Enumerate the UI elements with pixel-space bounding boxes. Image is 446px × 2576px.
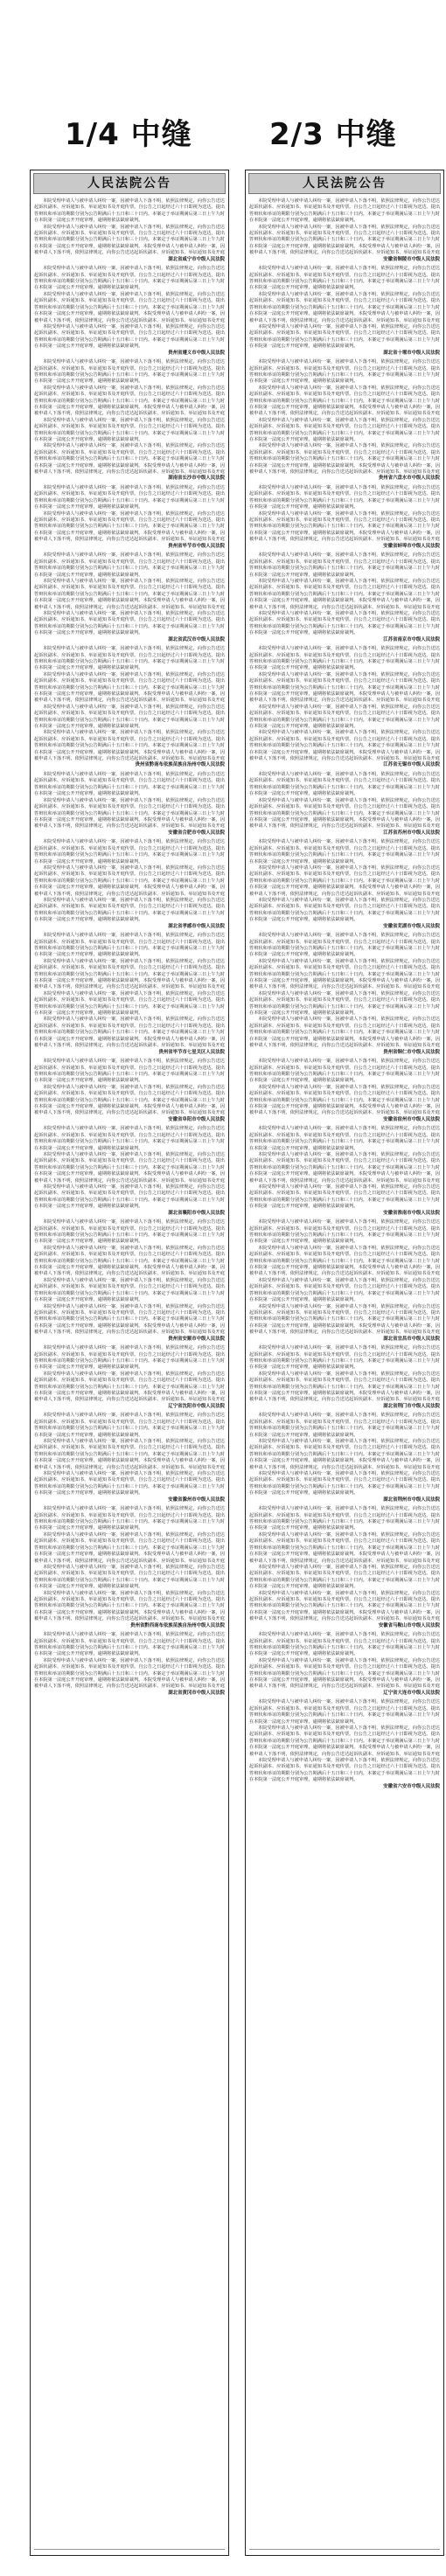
notice-paragraph: 本院受理申请人与被申请人纠纷一案，因被申请人下落不明，依照法律规定，向你公告送达起诉状副本、应诉通知书、举证通知书及开庭传票。自公告之日起经过六十日即视为送达。提出答辩状和举证的期限分别为公告期满后十五日和三十日内。本案定于举证期满后第三日上午九时在本院第一法庭公开开庭审理，逾期将依法缺席裁判。 [249,266,440,291]
notice-paragraph: 本院受理申请人与被申请人纠纷一案，因被申请人下落不明，依照法律规定，向你公告送达起诉状副本、应诉通知书、举证通知书及开庭传票。自公告之日起经过六十日即视为送达。提出答辩状和举证的期限分别为公告期满后十五日和三十日内。本案定于举证期满后第三日上午九时在本院第一法庭公开开庭审理，逾期将依法缺席裁判。 [34,198,225,224]
notice-paragraph: 本院受理申请人与被申请人纠纷一案，因被申请人下落不明，依照法律规定，向你公告送达起诉状副本、应诉通知书、举证通知书及开庭传票。自公告之日起经过六十日即视为送达。提出答辩状和举证的期限分别为公告期满后十五日和三十日内。本案定于举证期满后第三日上午九时在本院第一法庭公开开庭审理，逾期将依法缺席裁判。 [34,1277,225,1303]
notice-item [34,359,225,483]
notice-paragraph: 本院受理申请人与被申请人纠纷一案，因被申请人下落不明，依照法律规定，向你公告送达起诉状副本、应诉通知书、举证通知书及开庭传票。自公告之日起经过六十日即视为送达。提出答辩状和举证的期限分别为公告期满后十五日和三十日内。本案定于举证期满后第三日上午九时在本院第一法庭公开开庭审理，逾期将依法缺席裁判。本院受理申请人与被申请人纠纷一案，因被申请人下落不明，依照法律规定，向你公告送达起诉状副本、应诉通知书、举证通知书及开庭 [34,1371,225,1403]
notice-paragraph: 本院受理申请人与被申请人纠纷一案，因被申请人下落不明，依照法律规定，向你公告送达起诉状副本、应诉通知书、举证通知书及开庭传票。自公告之日起经过六十日即视为送达。提出答辩状和举证的期限分别为公告期满后十五日和三十日内。本案定于举证期满后第三日上午九时在本院第一法庭公开开庭审理，逾期将依法缺席裁判。本院受理申请人与被申请人纠纷一案，因被申请人下落不明，依照法律规定，向你公告送达起诉状副本、应诉通知书、举证通知书及开庭 [34,443,225,476]
issuing-court: 湖北省武汉市中级人民法院 [168,636,225,642]
issuing-court: 江苏省南京市中级人民法院 [383,636,440,642]
notice-paragraph: 本院受理申请人与被申请人纠纷一案，因被申请人下落不明，依照法律规定，向你公告送达起诉状副本、应诉通知书、举证通知书及开庭传票。自公告之日起经过六十日即视为送达。提出答辩状和举证的期限分别为公告期满后十五日和三十日内。本案定于举证期满后第三日上午九时在本院第一法庭公开开庭审理，逾期将依法缺席裁判。 [249,1413,440,1438]
notice-paragraph: 本院受理申请人与被申请人纠纷一案，因被申请人下落不明，依照法律规定，向你公告送达起诉状副本、应诉通知书、举证通知书及开庭传票。自公告之日起经过六十日即视为送达。提出答辩状和举证的期限分别为公告期满后十五日和三十日内。本案定于举证期满后第三日上午九时在本院第一法庭公开开庭审理，逾期将依法缺席裁判。本院受理申请人与被申请人纠纷一案，因被申请人下落不明，依照法律规定，向你公告送达起诉状副本、应诉通知书、举证通知书及开庭 [249,1017,440,1049]
notice-paragraph: 本院受理申请人与被申请人纠纷一案，因被申请人下落不明，依照法律规定，向你公告送达起诉状副本、应诉通知书、举证通知书及开庭传票。自公告之日起经过六十日即视为送达。提出答辩状和举证的期限分别为公告期满后十五日和三十日内。本案定于举证期满后第三日上午九时在本院第一法庭公开开庭审理，逾期将依法缺席裁判。 [34,704,225,730]
notice-paragraph: 本院受理申请人与被申请人纠纷一案，因被申请人下落不明，依照法律规定，向你公告送达起诉状副本、应诉通知书、举证通知书及开庭传票。自公告之日起经过六十日即视为送达。提出答辩状和举证的期限分别为公告期满后十五日和三十日内。本案定于举证期满后第三日上午九时在本院第一法庭公开开庭审理，逾期将依法缺席裁判。本院受理申请人与被申请人纠纷一案，因被申请人下落不明，依照法律规定，向你公告送达起诉状副本、应诉通知书、举证通知书及开庭 [34,1531,225,1564]
notice-paragraph: 本院受理申请人与被申请人纠纷一案，因被申请人下落不明，依照法律规定，向你公告送达起诉状副本、应诉通知书、举证通知书及开庭传票。自公告之日起经过六十日即视为送达。提出答辩状和举证的期限分别为公告期满后十五日和三十日内。本案定于举证期满后第三日上午九时在本院第一法庭公开开庭审理，逾期将依法缺席裁判。本院受理申请人与被申请人纠纷一案，因被申请人下落不明，依照法律规定，向你公告送达起诉状副本、应诉通知书、举证通知书及开庭 [249,385,440,417]
notice-paragraph: 本院受理申请人与被申请人纠纷一案，因被申请人下落不明，依照法律规定，向你公告送达起诉状副本、应诉通知书、举证通知书及开庭传票。自公告之日起经过六十日即视为送达。提出答辩状和举证的期限分别为公告期满后十五日和三十日内。本案定于举证期满后第三日上午九时在本院第一法庭公开开庭审理，逾期将依法缺席裁判。 [34,1413,225,1438]
left-gutter-label: 1/4 中缝 [65,117,192,152]
notice-paragraph: 本院受理申请人与被申请人纠纷一案，因被申请人下落不明，依照法律规定，向你公告送达起诉状副本、应诉通知书、举证通知书及开庭传票。自公告之日起经过六十日即视为送达。提出答辩状和举证的期限分别为公告期满后十五日和三十日内。本案定于举证期满后第三日上午九时在本院第一法庭公开开庭审理，逾期将依法缺席裁判。 [34,1345,225,1371]
issuing-court: 安徽省六安市中级人民法院 [383,1783,440,1789]
notice-item [249,933,440,1056]
notice-item [249,266,440,357]
issuing-court: 贵州省毕节市中级人民法院 [168,543,225,549]
left-column-banner: 人民法院公告 [33,173,226,194]
issuing-court: 安徽省淮南市中级人民法院 [383,1210,440,1216]
notice-paragraph: 本院受理申请人与被申请人纠纷一案，因被申请人下落不明，依照法律规定，向你公告送达起诉状副本、应诉通知书、举证通知书及开庭传票。自公告之日起经过六十日即视为送达。提出答辩状和举证的期限分别为公告期满后十五日和三十日内。本案定于举证期满后第三日上午九时在本院第一法庭公开开庭审理，逾期将依法缺席裁判。本院受理申请人与被申请人纠纷一案，因被申请人下落不明，依照法律规定，向你公告送达起诉状副本、应诉通知书、举证通知书及开庭 [249,864,440,897]
notice-paragraph: 本院受理申请人与被申请人纠纷一案，因被申请人下落不明，依照法律规定，向你公告送达起诉状副本、应诉通知书、举证通知书及开庭传票。自公告之日起经过六十日即视为送达。提出答辩状和举证的期限分别为公告期满后十五日和三十日内。本案定于举证期满后第三日上午九时在本院第一法庭公开开庭审理，逾期将依法缺席裁判。 [34,552,225,578]
notice-paragraph: 本院受理申请人与被申请人纠纷一案，因被申请人下落不明，依照法律规定，向你公告送达起诉状副本、应诉通知书、举证通知书及开庭传票。自公告之日起经过六十日即视为送达。提出答辩状和举证的期限分别为公告期满后十五日和三十日内。本案定于举证期满后第三日上午九时在本院第一法庭公开开庭审理，逾期将依法缺席裁判。 [34,323,225,350]
notice-paragraph: 本院受理申请人与被申请人纠纷一案，因被申请人下落不明，依照法律规定，向你公告送达起诉状副本、应诉通知书、举证通知书及开庭传票。自公告之日起经过六十日即视为送达。提出答辩状和举证的期限分别为公告期满后十五日和三十日内。本案定于举证期满后第三日上午九时在本院第一法庭公开开庭审理，逾期将依法缺席裁判。本院受理申请人与被申请人纠纷一案，因被申请人下落不明，依照法律规定，向你公告送达起诉状副本、应诉通知书、举证通知书及开庭 [249,224,440,256]
notice-paragraph: 本院受理申请人与被申请人纠纷一案，因被申请人下落不明，依照法律规定，向你公告送达起诉状副本、应诉通知书、举证通知书及开庭传票。自公告之日起经过六十日即视为送达。提出答辩状和举证的期限分别为公告期满后十五日和三十日内。本案定于举证期满后第三日上午九时在本院第一法庭公开开庭审理，逾期将依法缺席裁判。本院受理申请人与被申请人纠纷一案，因被申请人下落不明，依照法律规定，向你公告送达起诉状副本、应诉通知书、举证通知书及开庭 [34,730,225,762]
notice-paragraph: 本院受理申请人与被申请人纠纷一案，因被申请人下落不明，依照法律规定，向你公告送达起诉状副本、应诉通知书、举证通知书及开庭传票。自公告之日起经过六十日即视为送达。提出答辩状和举证的期限分别为公告期满后十五日和三十日内。本案定于举证期满后第三日上午九时在本院第一法庭公开开庭审理，逾期将依法缺席裁判。 [249,1277,440,1303]
notice-paragraph: 本院受理申请人与被申请人纠纷一案，因被申请人下落不明，依照法律规定，向你公告送达起诉状副本、应诉通知书、举证通知书及开庭传票。自公告之日起经过六十日即视为送达。提出答辩状和举证的期限分别为公告期满后十五日和三十日内。本案定于举证期满后第三日上午九时在本院第一法庭公开开庭审理，逾期将依法缺席裁判。 [249,897,440,923]
notice-paragraph: 本院受理申请人与被申请人纠纷一案，因被申请人下落不明，依照法律规定，向你公告送达起诉状副本、应诉通知书、举证通知书及开庭传票。自公告之日起经过六十日即视为送达。提出答辩状和举证的期限分别为公告期满后十五日和三十日内。本案定于举证期满后第三日上午九时在本院第一法庭公开开庭审理，逾期将依法缺席裁判。本院受理申请人与被申请人纠纷一案，因被申请人下落不明，依照法律规定，向你公告送达起诉状副本、应诉通知书、举证通知书及开庭 [249,443,440,476]
notice-paragraph: 本院受理申请人与被申请人纠纷一案，因被申请人下落不明，依照法律规定，向你公告送达起诉状副本、应诉通知书、举证通知书及开庭传票。自公告之日起经过六十日即视为送达。提出答辩状和举证的期限分别为公告期满后十五日和三十日内。本案定于举证期满后第三日上午九时在本院第一法庭公开开庭审理，逾期将依法缺席裁判。本院受理申请人与被申请人纠纷一案，因被申请人下落不明，依照法律规定，向你公告送达起诉状副本、应诉通知书、举证通知书及开庭 [34,510,225,543]
issuing-court: 贵州省铜仁市中级人民法院 [383,1049,440,1055]
notice-paragraph: 本院受理申请人与被申请人纠纷一案，因被申请人下落不明，依照法律规定，向你公告送达起诉状副本、应诉通知书、举证通知书及开庭传票。自公告之日起经过六十日即视为送达。提出答辩状和举证的期限分别为公告期满后十五日和三十日内。本案定于举证期满后第三日上午九时在本院第一法庭公开开庭审理，逾期将依法缺席裁判。本院受理申请人与被申请人纠纷一案，因被申请人下落不明，依照法律规定，向你公告送达起诉状副本、应诉通知书、举证通知书及开庭 [34,291,225,323]
notice-paragraph: 本院受理申请人与被申请人纠纷一案，因被申请人下落不明，依照法律规定，向你公告送达起诉状副本、应诉通知书、举证通知书及开庭传票。自公告之日起经过六十日即视为送达。提出答辩状和举证的期限分别为公告期满后十五日和三十日内。本案定于举证期满后第三日上午九时在本院第一法庭公开开庭审理，逾期将依法缺席裁判。 [249,417,440,442]
notice-item [249,1632,440,1697]
notice-paragraph: 本院受理申请人与被申请人纠纷一案，因被申请人下落不明，依照法律规定，向你公告送达起诉状副本、应诉通知书、举证通知书及开庭传票。自公告之日起经过六十日即视为送达。提出答辩状和举证的期限分别为公告期满后十五日和三十日内。本案定于举证期满后第三日上午九时在本院第一法庭公开开庭审理，逾期将依法缺席裁判。本院受理申请人与被申请人纠纷一案，因被申请人下落不明，依照法律规定，向你公告送达起诉状副本、应诉通知书、举证通知书及开庭 [34,1303,225,1336]
notice-paragraph: 本院受理申请人与被申请人纠纷一案，因被申请人下落不明，依照法律规定，向你公告送达起诉状副本、应诉通知书、举证通知书及开庭传票。自公告之日起经过六十日即视为送达。提出答辩状和举证的期限分别为公告期满后十五日和三十日内。本案定于举证期满后第三日上午九时在本院第一法庭公开开庭审理，逾期将依法缺席裁判。本院受理申请人与被申请人纠纷一案，因被申请人下落不明，依照法律规定，向你公告送达起诉状副本、应诉通知书、举证通知书及开庭 [249,578,440,610]
notice-item [249,485,440,550]
notice-paragraph: 本院受理申请人与被申请人纠纷一案，因被申请人下落不明，依照法律规定，向你公告送达起诉状副本、应诉通知书、举证通知书及开庭传票。自公告之日起经过六十日即视为送达。提出答辩状和举证的期限分别为公告期满后十五日和三十日内。本案定于举证期满后第三日上午九时在本院第一法庭公开开庭审理，逾期将依法缺席裁判。本院受理申请人与被申请人纠纷一案，因被申请人下落不明，依照法律规定，向你公告送达起诉状副本、应诉通知书、举证通知书及开庭 [34,1151,225,1184]
notice-item [249,1126,440,1217]
notice-item [249,198,440,263]
notice-paragraph: 本院受理申请人与被申请人纠纷一案，因被申请人下落不明，依照法律规定，向你公告送达起诉状副本、应诉通知书、举证通知书及开庭传票。自公告之日起经过六十日即视为送达。提出答辩状和举证的期限分别为公告期满后十五日和三十日内。本案定于举证期满后第三日上午九时在本院第一法庭公开开庭审理，逾期将依法缺席裁判。本院受理申请人与被申请人纠纷一案，因被申请人下落不明，依照法律规定，向你公告送达起诉状副本、应诉通知书、举证通知书及开庭 [34,1439,225,1470]
issuing-court: 辽宁省沈阳市中级人民法院 [168,1403,225,1409]
notice-item [34,1126,225,1217]
notice-paragraph: 本院受理申请人与被申请人纠纷一案，因被申请人下落不明，依照法律规定，向你公告送达起诉状副本、应诉通知书、举证通知书及开庭传票。自公告之日起经过六十日即视为送达。提出答辩状和举证的期限分别为公告期满后十五日和三十日内。本案定于举证期满后第三日上午九时在本院第一法庭公开开庭审理，逾期将依法缺席裁判。本院受理申请人与被申请人纠纷一案，因被申请人下落不明，依照法律规定，向你公告送达起诉状副本、应诉通知书、举证通知书及开庭 [249,1657,440,1690]
notice-paragraph: 本院受理申请人与被申请人纠纷一案，因被申请人下落不明，依照法律规定，向你公告送达起诉状副本、应诉通知书、举证通知书及开庭传票。自公告之日起经过六十日即视为送达。提出答辩状和举证的期限分别为公告期满后十五日和三十日内。本案定于举证期满后第三日上午九时在本院第一法庭公开开庭审理，逾期将依法缺席裁判。 [249,1758,440,1783]
notice-paragraph: 本院受理申请人与被申请人纠纷一案，因被申请人下落不明，依照法律规定，向你公告送达起诉状副本、应诉通知书、举证通知书及开庭传票。自公告之日起经过六十日即视为送达。提出答辩状和举证的期限分别为公告期满后十五日和三十日内。本案定于举证期满后第三日上午九时在本院第一法庭公开开庭审理，逾期将依法缺席裁判。 [249,359,440,385]
notice-item [249,1059,440,1123]
notice-item [34,839,225,930]
notice-paragraph: 本院受理申请人与被申请人纠纷一案，因被申请人下落不明，依照法律规定，向你公告送达起诉状副本、应诉通知书、举证通知书及开庭传票。自公告之日起经过六十日即视为送达。提出答辩状和举证的期限分别为公告期满后十五日和三十日内。本案定于举证期满后第三日上午九时在本院第一法庭公开开庭审理，逾期将依法缺席裁判。本院受理申请人与被申请人纠纷一案，因被申请人下落不明，依照法律规定，向你公告送达起诉状副本、应诉通知书、举证通知书及开庭 [249,1531,440,1564]
notice-paragraph: 本院受理申请人与被申请人纠纷一案，因被申请人下落不明，依照法律规定，向你公告送达起诉状副本、应诉通知书、举证通知书及开庭传票。自公告之日起经过六十日即视为送达。提出答辩状和举证的期限分别为公告期满后十五日和三十日内。本案定于举证期满后第三日上午九时在本院第一法庭公开开庭审理，逾期将依法缺席裁判。 [249,1126,440,1151]
notice-paragraph: 本院受理申请人与被申请人纠纷一案，因被申请人下落不明，依照法律规定，向你公告送达起诉状副本、应诉通知书、举证通知书及开庭传票。自公告之日起经过六十日即视为送达。提出答辩状和举证的期限分别为公告期满后十五日和三十日内。本案定于举证期满后第三日上午九时在本院第一法庭公开开庭审理，逾期将依法缺席裁判。 [249,839,440,864]
right-column-banner: 人民法院公告 [248,173,441,194]
notice-paragraph: 本院受理申请人与被申请人纠纷一案，因被申请人下落不明，依照法律规定，向你公告送达起诉状副本、应诉通知书、举证通知书及开庭传票。自公告之日起经过六十日即视为送达。提出答辩状和举证的期限分别为公告期满后十五日和三十日内。本案定于举证期满后第三日上午九时在本院第一法庭公开开庭审理，逾期将依法缺席裁判。本院受理申请人与被申请人纠纷一案，因被申请人下落不明，依照法律规定，向你公告送达起诉状副本、应诉通知书、举证通知书及开庭 [249,1725,440,1757]
issuing-court: 贵州省遵义市中级人民法院 [168,350,225,356]
notice-paragraph: 本院受理申请人与被申请人纠纷一案，因被申请人下落不明，依照法律规定，向你公告送达起诉状副本、应诉通知书、举证通知书及开庭传票。自公告之日起经过六十日即视为送达。提出答辩状和举证的期限分别为公告期满后十五日和三十日内。本案定于举证期满后第三日上午九时在本院第一法庭公开开庭审理，逾期将依法缺席裁判。本院受理申请人与被申请人纠纷一案，因被申请人下落不明，依照法律规定，向你公告送达起诉状副本、应诉通知书、举证通知书及开庭 [34,224,225,256]
notice-paragraph: 本院受理申请人与被申请人纠纷一案，因被申请人下落不明，依照法律规定，向你公告送达起诉状副本、应诉通知书、举证通知书及开庭传票。自公告之日起经过六十日即视为送达。提出答辩状和举证的期限分别为公告期满后十五日和三十日内。本案定于举证期满后第三日上午九时在本院第一法庭公开开庭审理，逾期将依法缺席裁判。 [34,646,225,671]
notice-paragraph: 本院受理申请人与被申请人纠纷一案，因被申请人下落不明，依照法律规定，向你公告送达起诉状副本、应诉通知书、举证通知书及开庭传票。自公告之日起经过六十日即视为送达。提出答辩状和举证的期限分别为公告期满后十五日和三十日内。本案定于举证期满后第三日上午九时在本院第一法庭公开开庭审理，逾期将依法缺席裁判。本院受理申请人与被申请人纠纷一案，因被申请人下落不明，依照法律规定，向你公告送达起诉状副本、应诉通知书、举证通知书及开庭 [249,1371,440,1403]
notice-item [34,266,225,357]
notice-item [34,1632,225,1697]
notice-item [249,772,440,837]
issuing-court: 安徽省合肥市中级人民法院 [168,830,225,836]
notice-item [249,839,440,930]
notice-paragraph: 本院受理申请人与被申请人纠纷一案，因被申请人下落不明，依照法律规定，向你公告送达起诉状副本、应诉通知书、举证通知书及开庭传票。自公告之日起经过六十日即视为送达。提出答辩状和举证的期限分别为公告期满后十五日和三十日内。本案定于举证期满后第三日上午九时在本院第一法庭公开开庭审理，逾期将依法缺席裁判。 [249,323,440,350]
notice-paragraph: 本院受理申请人与被申请人纠纷一案，因被申请人下落不明，依照法律规定，向你公告送达起诉状副本、应诉通知书、举证通知书及开庭传票。自公告之日起经过六十日即视为送达。提出答辩状和举证的期限分别为公告期满后十五日和三十日内。本案定于举证期满后第三日上午九时在本院第一法庭公开开庭审理，逾期将依法缺席裁判。 [34,1059,225,1084]
notice-paragraph: 本院受理申请人与被申请人纠纷一案，因被申请人下落不明，依照法律规定，向你公告送达起诉状副本、应诉通知书、举证通知书及开庭传票。自公告之日起经过六十日即视为送达。提出答辩状和举证的期限分别为公告期满后十五日和三十日内。本案定于举证期满后第三日上午九时在本院第一法庭公开开庭审理，逾期将依法缺席裁判。 [34,1506,225,1531]
notice-item [249,1219,440,1343]
issuing-court: 安徽省阜阳市中级人民法院 [168,1116,225,1122]
notice-paragraph: 本院受理申请人与被申请人纠纷一案，因被申请人下落不明，依照法律规定，向你公告送达起诉状副本、应诉通知书、举证通知书及开庭传票。自公告之日起经过六十日即视为送达。提出答辩状和举证的期限分别为公告期满后十五日和三十日内。本案定于举证期满后第三日上午九时在本院第一法庭公开开庭审理，逾期将依法缺席裁判。 [34,897,225,923]
notice-paragraph: 本院受理申请人与被申请人纠纷一案，因被申请人下落不明，依照法律规定，向你公告送达起诉状副本、应诉通知书、举证通知书及开庭传票。自公告之日起经过六十日即视为送达。提出答辩状和举证的期限分别为公告期满后十五日和三十日内。本案定于举证期满后第三日上午九时在本院第一法庭公开开庭审理，逾期将依法缺席裁判。 [249,1345,440,1371]
issuing-court: 江苏省苏州市中级人民法院 [383,830,440,836]
notice-paragraph: 本院受理申请人与被申请人纠纷一案，因被申请人下落不明，依照法律规定，向你公告送达起诉状副本、应诉通知书、举证通知书及开庭传票。自公告之日起经过六十日即视为送达。提出答辩状和举证的期限分别为公告期满后十五日和三十日内。本案定于举证期满后第三日上午九时在本院第一法庭公开开庭审理，逾期将依法缺席裁判。本院受理申请人与被申请人纠纷一案，因被申请人下落不明，依照法律规定，向你公告送达起诉状副本、应诉通知书、举证通知书及开庭 [249,730,440,762]
issuing-court: 辽宁省大连市中级人民法院 [383,1690,440,1696]
notice-paragraph: 本院受理申请人与被申请人纠纷一案，因被申请人下落不明，依照法律规定，向你公告送达起诉状副本、应诉通知书、举证通知书及开庭传票。自公告之日起经过六十日即视为送达。提出答辩状和举证的期限分别为公告期满后十五日和三十日内。本案定于举证期满后第三日上午九时在本院第一法庭公开开庭审理，逾期将依法缺席裁判。 [249,485,440,510]
notice-paragraph: 本院受理申请人与被申请人纠纷一案，因被申请人下落不明，依照法律规定，向你公告送达起诉状副本、应诉通知书、举证通知书及开庭传票。自公告之日起经过六十日即视为送达。提出答辩状和举证的期限分别为公告期满后十五日和三十日内。本案定于举证期满后第三日上午九时在本院第一法庭公开开庭审理，逾期将依法缺席裁判。本院受理申请人与被申请人纠纷一案，因被申请人下落不明，依照法律规定，向你公告送达起诉状副本、应诉通知书、举证通知书及开庭 [249,1439,440,1470]
notice-paragraph: 本院受理申请人与被申请人纠纷一案，因被申请人下落不明，依照法律规定，向你公告送达起诉状副本、应诉通知书、举证通知书及开庭传票。自公告之日起经过六十日即视为送达。提出答辩状和举证的期限分别为公告期满后十五日和三十日内。本案定于举证期满后第三日上午九时在本院第一法庭公开开庭审理，逾期将依法缺席裁判。 [34,990,225,1017]
issuing-court: 贵州省安顺市中级人民法院 [168,1336,225,1342]
notice-item [34,1506,225,1629]
notice-item [249,646,440,769]
notice-paragraph: 本院受理申请人与被申请人纠纷一案，因被申请人下落不明，依照法律规定，向你公告送达起诉状副本、应诉通知书、举证通知书及开庭传票。自公告之日起经过六十日即视为送达。提出答辩状和举证的期限分别为公告期满后十五日和三十日内。本案定于举证期满后第三日上午九时在本院第一法庭公开开庭审理，逾期将依法缺席裁判。 [34,933,225,958]
notice-paragraph: 本院受理申请人与被申请人纠纷一案，因被申请人下落不明，依照法律规定，向你公告送达起诉状副本、应诉通知书、举证通知书及开庭传票。自公告之日起经过六十日即视为送达。提出答辩状和举证的期限分别为公告期满后十五日和三十日内。本案定于举证期满后第三日上午九时在本院第一法庭公开开庭审理，逾期将依法缺席裁判。 [249,1564,440,1590]
notice-item [249,359,440,483]
notice-paragraph: 本院受理申请人与被申请人纠纷一案，因被申请人下落不明，依照法律规定，向你公告送达起诉状副本、应诉通知书、举证通知书及开庭传票。自公告之日起经过六十日即视为送达。提出答辩状和举证的期限分别为公告期满后十五日和三十日内。本案定于举证期满后第三日上午九时在本院第一法庭公开开庭审理，逾期将依法缺席裁判。 [34,1219,225,1245]
notice-paragraph: 本院受理申请人与被申请人纠纷一案，因被申请人下落不明，依照法律规定，向你公告送达起诉状副本、应诉通知书、举证通知书及开庭传票。自公告之日起经过六十日即视为送达。提出答辩状和举证的期限分别为公告期满后十五日和三十日内。本案定于举证期满后第三日上午九时在本院第一法庭公开开庭审理，逾期将依法缺席裁判。 [249,646,440,671]
notice-paragraph: 本院受理申请人与被申请人纠纷一案，因被申请人下落不明，依照法律规定，向你公告送达起诉状副本、应诉通知书、举证通知书及开庭传票。自公告之日起经过六十日即视为送达。提出答辩状和举证的期限分别为公告期满后十五日和三十日内。本案定于举证期满后第三日上午九时在本院第一法庭公开开庭审理，逾期将依法缺席裁判。本院受理申请人与被申请人纠纷一案，因被申请人下落不明，依照法律规定，向你公告送达起诉状副本、应诉通知书、举证通知书及开庭 [34,385,225,417]
notice-paragraph: 本院受理申请人与被申请人纠纷一案，因被申请人下落不明，依照法律规定，向你公告送达起诉状副本、应诉通知书、举证通知书及开庭传票。自公告之日起经过六十日即视为送达。提出答辩状和举证的期限分别为公告期满后十五日和三十日内。本案定于举证期满后第三日上午九时在本院第一法庭公开开庭审理，逾期将依法缺席裁判。 [34,1632,225,1657]
issuing-court: 安徽省宿州市中级人民法院 [383,1116,440,1122]
notice-paragraph: 本院受理申请人与被申请人纠纷一案，因被申请人下落不明，依照法律规定，向你公告送达起诉状副本、应诉通知书、举证通知书及开庭传票。自公告之日起经过六十日即视为送达。提出答辩状和举证的期限分别为公告期满后十五日和三十日内。本案定于举证期满后第三日上午九时在本院第一法庭公开开庭审理，逾期将依法缺席裁判。 [34,359,225,385]
notice-item [34,646,225,769]
issuing-court: 湖北省襄阳市中级人民法院 [168,1210,225,1216]
notice-paragraph: 本院受理申请人与被申请人纠纷一案，因被申请人下落不明，依照法律规定，向你公告送达起诉状副本、应诉通知书、举证通知书及开庭传票。自公告之日起经过六十日即视为送达。提出答辩状和举证的期限分别为公告期满后十五日和三十日内。本案定于举证期满后第三日上午九时在本院第一法庭公开开庭审理，逾期将依法缺席裁判。 [34,1471,225,1496]
notice-paragraph: 本院受理申请人与被申请人纠纷一案，因被申请人下落不明，依照法律规定，向你公告送达起诉状副本、应诉通知书、举证通知书及开庭传票。自公告之日起经过六十日即视为送达。提出答辩状和举证的期限分别为公告期满后十五日和三十日内。本案定于举证期满后第三日上午九时在本院第一法庭公开开庭审理，逾期将依法缺席裁判。本院受理申请人与被申请人纠纷一案，因被申请人下落不明，依照法律规定，向你公告送达起诉状副本、应诉通知书、举证通知书及开庭 [249,1590,440,1622]
issuing-court: 安徽省滁州市中级人民法院 [168,1496,225,1503]
right-notice-column [245,170,444,2556]
issuing-court: 湖北省宜昌市中级人民法院 [383,1336,440,1342]
issuing-court: 湖北省黄冈市中级人民法院 [168,1690,225,1696]
right-gutter-label: 2/3 中缝 [269,117,397,152]
issuing-court: 湖北省荆州市中级人民法院 [383,1496,440,1503]
notice-item [34,1413,225,1503]
issuing-court: 湖北省孝感市中级人民法院 [168,923,225,929]
issuing-court: 贵州省毕节市七星关区人民法院 [158,1049,225,1055]
notice-paragraph: 本院受理申请人与被申请人纠纷一案，因被申请人下落不明，依照法律规定，向你公告送达起诉状副本、应诉通知书、举证通知书及开庭传票。自公告之日起经过六十日即视为送达。提出答辩状和举证的期限分别为公告期满后十五日和三十日内。本案定于举证期满后第三日上午九时在本院第一法庭公开开庭审理，逾期将依法缺席裁判。 [249,1471,440,1496]
notice-paragraph: 本院受理申请人与被申请人纠纷一案，因被申请人下落不明，依照法律规定，向你公告送达起诉状副本、应诉通知书、举证通知书及开庭传票。自公告之日起经过六十日即视为送达。提出答辩状和举证的期限分别为公告期满后十五日和三十日内。本案定于举证期满后第三日上午九时在本院第一法庭公开开庭审理，逾期将依法缺席裁判。本院受理申请人与被申请人纠纷一案，因被申请人下落不明，依照法律规定，向你公告送达起诉状副本、应诉通知书、举证通知书及开庭 [34,578,225,610]
notice-item [34,772,225,837]
notice-item [249,1699,440,1790]
notice-paragraph: 本院受理申请人与被申请人纠纷一案，因被申请人下落不明，依照法律规定，向你公告送达起诉状副本、应诉通知书、举证通知书及开庭传票。自公告之日起经过六十日即视为送达。提出答辩状和举证的期限分别为公告期满后十五日和三十日内。本案定于举证期满后第三日上午九时在本院第一法庭公开开庭审理，逾期将依法缺席裁判。 [249,1506,440,1531]
notice-paragraph: 本院受理申请人与被申请人纠纷一案，因被申请人下落不明，依照法律规定，向你公告送达起诉状副本、应诉通知书、举证通知书及开庭传票。自公告之日起经过六十日即视为送达。提出答辩状和举证的期限分别为公告期满后十五日和三十日内。本案定于举证期满后第三日上午九时在本院第一法庭公开开庭审理，逾期将依法缺席裁判。 [34,772,225,797]
notice-paragraph: 本院受理申请人与被申请人纠纷一案，因被申请人下落不明，依照法律规定，向你公告送达起诉状副本、应诉通知书、举证通知书及开庭传票。自公告之日起经过六十日即视为送达。提出答辩状和举证的期限分别为公告期满后十五日和三十日内。本案定于举证期满后第三日上午九时在本院第一法庭公开开庭审理，逾期将依法缺席裁判。本院受理申请人与被申请人纠纷一案，因被申请人下落不明，依照法律规定，向你公告送达起诉状副本、应诉通知书、举证通知书及开庭 [249,1245,440,1277]
notice-paragraph: 本院受理申请人与被申请人纠纷一案，因被申请人下落不明，依照法律规定，向你公告送达起诉状副本、应诉通知书、举证通知书及开庭传票。自公告之日起经过六十日即视为送达。提出答辩状和举证的期限分别为公告期满后十五日和三十日内。本案定于举证期满后第三日上午九时在本院第一法庭公开开庭审理，逾期将依法缺席裁判。本院受理申请人与被申请人纠纷一案，因被申请人下落不明，依照法律规定，向你公告送达起诉状副本、应诉通知书、举证通知书及开庭 [249,1151,440,1184]
notice-paragraph: 本院受理申请人与被申请人纠纷一案，因被申请人下落不明，依照法律规定，向你公告送达起诉状副本、应诉通知书、举证通知书及开庭传票。自公告之日起经过六十日即视为送达。提出答辩状和举证的期限分别为公告期满后十五日和三十日内。本案定于举证期满后第三日上午九时在本院第一法庭公开开庭审理，逾期将依法缺席裁判。本院受理申请人与被申请人纠纷一案，因被申请人下落不明，依照法律规定，向你公告送达起诉状副本、应诉通知书、举证通知书及开庭 [249,958,440,990]
notice-item [34,198,225,263]
left-footer-rule [34,2549,225,2550]
notice-paragraph: 本院受理申请人与被申请人纠纷一案，因被申请人下落不明，依照法律规定，向你公告送达起诉状副本、应诉通知书、举证通知书及开庭传票。自公告之日起经过六十日即视为送达。提出答辩状和举证的期限分别为公告期满后十五日和三十日内。本案定于举证期满后第三日上午九时在本院第一法庭公开开庭审理，逾期将依法缺席裁判。本院受理申请人与被申请人纠纷一案，因被申请人下落不明，依照法律规定，向你公告送达起诉状副本、应诉通知书、举证通知书及开庭 [249,671,440,704]
issuing-court: 贵州省黔西南布依族苗族自治州中级人民法院 [130,1622,225,1628]
notice-item [34,1345,225,1410]
notice-paragraph: 本院受理申请人与被申请人纠纷一案，因被申请人下落不明，依照法律规定，向你公告送达起诉状副本、应诉通知书、举证通知书及开庭传票。自公告之日起经过六十日即视为送达。提出答辩状和举证的期限分别为公告期满后十五日和三十日内。本案定于举证期满后第三日上午九时在本院第一法庭公开开庭审理，逾期将依法缺席裁判。 [34,417,225,442]
issuing-court: 安徽省铜陵市中级人民法院 [383,256,440,262]
notice-paragraph: 本院受理申请人与被申请人纠纷一案，因被申请人下落不明，依照法律规定，向你公告送达起诉状副本、应诉通知书、举证通知书及开庭传票。自公告之日起经过六十日即视为送达。提出答辩状和举证的期限分别为公告期满后十五日和三十日内。本案定于举证期满后第三日上午九时在本院第一法庭公开开庭审理，逾期将依法缺席裁判。本院受理申请人与被申请人纠纷一案，因被申请人下落不明，依照法律规定，向你公告送达起诉状副本、应诉通知书、举证通知书及开庭 [249,510,440,543]
notice-paragraph: 本院受理申请人与被申请人纠纷一案，因被申请人下落不明，依照法律规定，向你公告送达起诉状副本、应诉通知书、举证通知书及开庭传票。自公告之日起经过六十日即视为送达。提出答辩状和举证的期限分别为公告期满后十五日和三十日内。本案定于举证期满后第三日上午九时在本院第一法庭公开开庭审理，逾期将依法缺席裁判。 [34,485,225,510]
right-footer-rule [249,2549,440,2550]
notice-paragraph: 本院受理申请人与被申请人纠纷一案，因被申请人下落不明，依照法律规定，向你公告送达起诉状副本、应诉通知书、举证通知书及开庭传票。自公告之日起经过六十日即视为送达。提出答辩状和举证的期限分别为公告期满后十五日和三十日内。本案定于举证期满后第三日上午九时在本院第一法庭公开开庭审理，逾期将依法缺席裁判。 [249,1059,440,1084]
notice-item [34,933,225,1056]
notice-paragraph: 本院受理申请人与被申请人纠纷一案，因被申请人下落不明，依照法律规定，向你公告送达起诉状副本、应诉通知书、举证通知书及开庭传票。自公告之日起经过六十日即视为送达。提出答辩状和举证的期限分别为公告期满后十五日和三十日内。本案定于举证期满后第三日上午九时在本院第一法庭公开开庭审理，逾期将依法缺席裁判。 [249,1184,440,1210]
notice-paragraph: 本院受理申请人与被申请人纠纷一案，因被申请人下落不明，依照法律规定，向你公告送达起诉状副本、应诉通知书、举证通知书及开庭传票。自公告之日起经过六十日即视为送达。提出答辩状和举证的期限分别为公告期满后十五日和三十日内。本案定于举证期满后第三日上午九时在本院第一法庭公开开庭审理，逾期将依法缺席裁判。 [249,772,440,797]
notice-paragraph: 本院受理申请人与被申请人纠纷一案，因被申请人下落不明，依照法律规定，向你公告送达起诉状副本、应诉通知书、举证通知书及开庭传票。自公告之日起经过六十日即视为送达。提出答辩状和举证的期限分别为公告期满后十五日和三十日内。本案定于举证期满后第三日上午九时在本院第一法庭公开开庭审理，逾期将依法缺席裁判。 [34,610,225,636]
notice-item [249,1345,440,1410]
notice-paragraph: 本院受理申请人与被申请人纠纷一案，因被申请人下落不明，依照法律规定，向你公告送达起诉状副本、应诉通知书、举证通知书及开庭传票。自公告之日起经过六十日即视为送达。提出答辩状和举证的期限分别为公告期满后十五日和三十日内。本案定于举证期满后第三日上午九时在本院第一法庭公开开庭审理，逾期将依法缺席裁判。 [34,839,225,864]
notice-item [34,485,225,550]
notice-item [34,1219,225,1343]
notice-paragraph: 本院受理申请人与被申请人纠纷一案，因被申请人下落不明，依照法律规定，向你公告送达起诉状副本、应诉通知书、举证通知书及开庭传票。自公告之日起经过六十日即视为送达。提出答辩状和举证的期限分别为公告期满后十五日和三十日内。本案定于举证期满后第三日上午九时在本院第一法庭公开开庭审理，逾期将依法缺席裁判。 [34,1564,225,1590]
notice-paragraph: 本院受理申请人与被申请人纠纷一案，因被申请人下落不明，依照法律规定，向你公告送达起诉状副本、应诉通知书、举证通知书及开庭传票。自公告之日起经过六十日即视为送达。提出答辩状和举证的期限分别为公告期满后十五日和三十日内。本案定于举证期满后第三日上午九时在本院第一法庭公开开庭审理，逾期将依法缺席裁判。 [249,198,440,224]
left-notice-column [30,170,229,2556]
notice-paragraph: 本院受理申请人与被申请人纠纷一案，因被申请人下落不明，依照法律规定，向你公告送达起诉状副本、应诉通知书、举证通知书及开庭传票。自公告之日起经过六十日即视为送达。提出答辩状和举证的期限分别为公告期满后十五日和三十日内。本案定于举证期满后第三日上午九时在本院第一法庭公开开庭审理，逾期将依法缺席裁判。 [249,704,440,730]
notice-paragraph: 本院受理申请人与被申请人纠纷一案，因被申请人下落不明，依照法律规定，向你公告送达起诉状副本、应诉通知书、举证通知书及开庭传票。自公告之日起经过六十日即视为送达。提出答辩状和举证的期限分别为公告期满后十五日和三十日内。本案定于举证期满后第三日上午九时在本院第一法庭公开开庭审理，逾期将依法缺席裁判。 [34,1184,225,1210]
notice-paragraph: 本院受理申请人与被申请人纠纷一案，因被申请人下落不明，依照法律规定，向你公告送达起诉状副本、应诉通知书、举证通知书及开庭传票。自公告之日起经过六十日即视为送达。提出答辩状和举证的期限分别为公告期满后十五日和三十日内。本案定于举证期满后第三日上午九时在本院第一法庭公开开庭审理，逾期将依法缺席裁判。本院受理申请人与被申请人纠纷一案，因被申请人下落不明，依照法律规定，向你公告送达起诉状副本、应诉通知书、举证通知书及开庭 [34,864,225,897]
notice-paragraph: 本院受理申请人与被申请人纠纷一案，因被申请人下落不明，依照法律规定，向你公告送达起诉状副本、应诉通知书、举证通知书及开庭传票。自公告之日起经过六十日即视为送达。提出答辩状和举证的期限分别为公告期满后十五日和三十日内。本案定于举证期满后第三日上午九时在本院第一法庭公开开庭审理，逾期将依法缺席裁判。本院受理申请人与被申请人纠纷一案，因被申请人下落不明，依照法律规定，向你公告送达起诉状副本、应诉通知书、举证通知书及开庭 [34,1590,225,1622]
notice-paragraph: 本院受理申请人与被申请人纠纷一案，因被申请人下落不明，依照法律规定，向你公告送达起诉状副本、应诉通知书、举证通知书及开庭传票。自公告之日起经过六十日即视为送达。提出答辩状和举证的期限分别为公告期满后十五日和三十日内。本案定于举证期满后第三日上午九时在本院第一法庭公开开庭审理，逾期将依法缺席裁判。本院受理申请人与被申请人纠纷一案，因被申请人下落不明，依照法律规定，向你公告送达起诉状副本、应诉通知书、举证通知书及开庭 [249,1303,440,1336]
notice-paragraph: 本院受理申请人与被申请人纠纷一案，因被申请人下落不明，依照法律规定，向你公告送达起诉状副本、应诉通知书、举证通知书及开庭传票。自公告之日起经过六十日即视为送达。提出答辩状和举证的期限分别为公告期满后十五日和三十日内。本案定于举证期满后第三日上午九时在本院第一法庭公开开庭审理，逾期将依法缺席裁判。本院受理申请人与被申请人纠纷一案，因被申请人下落不明，依照法律规定，向你公告送达起诉状副本、应诉通知书、举证通知书及开庭 [34,1245,225,1277]
notice-paragraph: 本院受理申请人与被申请人纠纷一案，因被申请人下落不明，依照法律规定，向你公告送达起诉状副本、应诉通知书、举证通知书及开庭传票。自公告之日起经过六十日即视为送达。提出答辩状和举证的期限分别为公告期满后十五日和三十日内。本案定于举证期满后第三日上午九时在本院第一法庭公开开庭审理，逾期将依法缺席裁判。 [249,1219,440,1245]
issuing-court: 贵州省黔南布依族苗族自治州中级人民法院 [135,762,225,768]
issuing-court: 湖北省荆门市中级人民法院 [383,1403,440,1409]
notice-paragraph: 本院受理申请人与被申请人纠纷一案，因被申请人下落不明，依照法律规定，向你公告送达起诉状副本、应诉通知书、举证通知书及开庭传票。自公告之日起经过六十日即视为送达。提出答辩状和举证的期限分别为公告期满后十五日和三十日内。本案定于举证期满后第三日上午九时在本院第一法庭公开开庭审理，逾期将依法缺席裁判。本院受理申请人与被申请人纠纷一案，因被申请人下落不明，依照法律规定，向你公告送达起诉状副本、应诉通知书、举证通知书及开庭 [34,797,225,830]
notice-paragraph: 本院受理申请人与被申请人纠纷一案，因被申请人下落不明，依照法律规定，向你公告送达起诉状副本、应诉通知书、举证通知书及开庭传票。自公告之日起经过六十日即视为送达。提出答辩状和举证的期限分别为公告期满后十五日和三十日内。本案定于举证期满后第三日上午九时在本院第一法庭公开开庭审理，逾期将依法缺席裁判。本院受理申请人与被申请人纠纷一案，因被申请人下落不明，依照法律规定，向你公告送达起诉状副本、应诉通知书、举证通知书及开庭 [249,797,440,830]
notice-paragraph: 本院受理申请人与被申请人纠纷一案，因被申请人下落不明，依照法律规定，向你公告送达起诉状副本、应诉通知书、举证通知书及开庭传票。自公告之日起经过六十日即视为送达。提出答辩状和举证的期限分别为公告期满后十五日和三十日内。本案定于举证期满后第三日上午九时在本院第一法庭公开开庭审理，逾期将依法缺席裁判。本院受理申请人与被申请人纠纷一案，因被申请人下落不明，依照法律规定，向你公告送达起诉状副本、应诉通知书、举证通知书及开庭 [249,291,440,323]
notice-paragraph: 本院受理申请人与被申请人纠纷一案，因被申请人下落不明，依照法律规定，向你公告送达起诉状副本、应诉通知书、举证通知书及开庭传票。自公告之日起经过六十日即视为送达。提出答辩状和举证的期限分别为公告期满后十五日和三十日内。本案定于举证期满后第三日上午九时在本院第一法庭公开开庭审理，逾期将依法缺席裁判。 [249,1699,440,1725]
issuing-court: 湖北省咸宁市中级人民法院 [168,256,225,262]
issuing-court: 江苏省无锡市中级人民法院 [383,762,440,768]
notice-paragraph: 本院受理申请人与被申请人纠纷一案，因被申请人下落不明，依照法律规定，向你公告送达起诉状副本、应诉通知书、举证通知书及开庭传票。自公告之日起经过六十日即视为送达。提出答辩状和举证的期限分别为公告期满后十五日和三十日内。本案定于举证期满后第三日上午九时在本院第一法庭公开开庭审理，逾期将依法缺席裁判。 [249,1632,440,1657]
notice-paragraph: 本院受理申请人与被申请人纠纷一案，因被申请人下落不明，依照法律规定，向你公告送达起诉状副本、应诉通知书、举证通知书及开庭传票。自公告之日起经过六十日即视为送达。提出答辩状和举证的期限分别为公告期满后十五日和三十日内。本案定于举证期满后第三日上午九时在本院第一法庭公开开庭审理，逾期将依法缺席裁判。本院受理申请人与被申请人纠纷一案，因被申请人下落不明，依照法律规定，向你公告送达起诉状副本、应诉通知书、举证通知书及开庭 [249,1084,440,1116]
notice-paragraph: 本院受理申请人与被申请人纠纷一案，因被申请人下落不明，依照法律规定，向你公告送达起诉状副本、应诉通知书、举证通知书及开庭传票。自公告之日起经过六十日即视为送达。提出答辩状和举证的期限分别为公告期满后十五日和三十日内。本案定于举证期满后第三日上午九时在本院第一法庭公开开庭审理，逾期将依法缺席裁判。本院受理申请人与被申请人纠纷一案，因被申请人下落不明，依照法律规定，向你公告送达起诉状副本、应诉通知书、举证通知书及开庭 [34,1017,225,1049]
notice-item [249,552,440,643]
notice-paragraph: 本院受理申请人与被申请人纠纷一案，因被申请人下落不明，依照法律规定，向你公告送达起诉状副本、应诉通知书、举证通知书及开庭传票。自公告之日起经过六十日即视为送达。提出答辩状和举证的期限分别为公告期满后十五日和三十日内。本案定于举证期满后第三日上午九时在本院第一法庭公开开庭审理，逾期将依法缺席裁判。本院受理申请人与被申请人纠纷一案，因被申请人下落不明，依照法律规定，向你公告送达起诉状副本、应诉通知书、举证通知书及开庭 [34,1657,225,1690]
notice-item [249,1506,440,1629]
issuing-court: 湖南省长沙市中级人民法院 [168,476,225,482]
notice-item [34,552,225,643]
issuing-court: 安徽省马鞍山市中级人民法院 [378,1622,440,1628]
issuing-court: 安徽省蚌埠市中级人民法院 [383,543,440,549]
notice-paragraph: 本院受理申请人与被申请人纠纷一案，因被申请人下落不明，依照法律规定，向你公告送达起诉状副本、应诉通知书、举证通知书及开庭传票。自公告之日起经过六十日即视为送达。提出答辩状和举证的期限分别为公告期满后十五日和三十日内。本案定于举证期满后第三日上午九时在本院第一法庭公开开庭审理，逾期将依法缺席裁判。 [249,990,440,1017]
right-notice-body [246,197,443,1790]
notice-paragraph: 本院受理申请人与被申请人纠纷一案，因被申请人下落不明，依照法律规定，向你公告送达起诉状副本、应诉通知书、举证通知书及开庭传票。自公告之日起经过六十日即视为送达。提出答辩状和举证的期限分别为公告期满后十五日和三十日内。本案定于举证期满后第三日上午九时在本院第一法庭公开开庭审理，逾期将依法缺席裁判。本院受理申请人与被申请人纠纷一案，因被申请人下落不明，依照法律规定，向你公告送达起诉状副本、应诉通知书、举证通知书及开庭 [34,958,225,990]
notice-paragraph: 本院受理申请人与被申请人纠纷一案，因被申请人下落不明，依照法律规定，向你公告送达起诉状副本、应诉通知书、举证通知书及开庭传票。自公告之日起经过六十日即视为送达。提出答辩状和举证的期限分别为公告期满后十五日和三十日内。本案定于举证期满后第三日上午九时在本院第一法庭公开开庭审理，逾期将依法缺席裁判。本院受理申请人与被申请人纠纷一案，因被申请人下落不明，依照法律规定，向你公告送达起诉状副本、应诉通知书、举证通知书及开庭 [34,1084,225,1116]
issuing-court: 贵州省六盘水市中级人民法院 [378,476,440,482]
issuing-court: 湖北省十堰市中级人民法院 [383,350,440,356]
notice-paragraph: 本院受理申请人与被申请人纠纷一案，因被申请人下落不明，依照法律规定，向你公告送达起诉状副本、应诉通知书、举证通知书及开庭传票。自公告之日起经过六十日即视为送达。提出答辩状和举证的期限分别为公告期满后十五日和三十日内。本案定于举证期满后第三日上午九时在本院第一法庭公开开庭审理，逾期将依法缺席裁判。 [249,933,440,958]
notice-paragraph: 本院受理申请人与被申请人纠纷一案，因被申请人下落不明，依照法律规定，向你公告送达起诉状副本、应诉通知书、举证通知书及开庭传票。自公告之日起经过六十日即视为送达。提出答辩状和举证的期限分别为公告期满后十五日和三十日内。本案定于举证期满后第三日上午九时在本院第一法庭公开开庭审理，逾期将依法缺席裁判。本院受理申请人与被申请人纠纷一案，因被申请人下落不明，依照法律规定，向你公告送达起诉状副本、应诉通知书、举证通知书及开庭 [34,671,225,704]
notice-paragraph: 本院受理申请人与被申请人纠纷一案，因被申请人下落不明，依照法律规定，向你公告送达起诉状副本、应诉通知书、举证通知书及开庭传票。自公告之日起经过六十日即视为送达。提出答辩状和举证的期限分别为公告期满后十五日和三十日内。本案定于举证期满后第三日上午九时在本院第一法庭公开开庭审理，逾期将依法缺席裁判。 [34,266,225,291]
left-notice-body [31,197,228,1697]
notice-item [249,1413,440,1503]
notice-paragraph: 本院受理申请人与被申请人纠纷一案，因被申请人下落不明，依照法律规定，向你公告送达起诉状副本、应诉通知书、举证通知书及开庭传票。自公告之日起经过六十日即视为送达。提出答辩状和举证的期限分别为公告期满后十五日和三十日内。本案定于举证期满后第三日上午九时在本院第一法庭公开开庭审理，逾期将依法缺席裁判。 [34,1126,225,1151]
notice-item [34,1059,225,1123]
notice-paragraph: 本院受理申请人与被申请人纠纷一案，因被申请人下落不明，依照法律规定，向你公告送达起诉状副本、应诉通知书、举证通知书及开庭传票。自公告之日起经过六十日即视为送达。提出答辩状和举证的期限分别为公告期满后十五日和三十日内。本案定于举证期满后第三日上午九时在本院第一法庭公开开庭审理，逾期将依法缺席裁判。 [249,552,440,578]
notice-paragraph: 本院受理申请人与被申请人纠纷一案，因被申请人下落不明，依照法律规定，向你公告送达起诉状副本、应诉通知书、举证通知书及开庭传票。自公告之日起经过六十日即视为送达。提出答辩状和举证的期限分别为公告期满后十五日和三十日内。本案定于举证期满后第三日上午九时在本院第一法庭公开开庭审理，逾期将依法缺席裁判。 [249,610,440,636]
issuing-court: 安徽省芜湖市中级人民法院 [383,923,440,929]
